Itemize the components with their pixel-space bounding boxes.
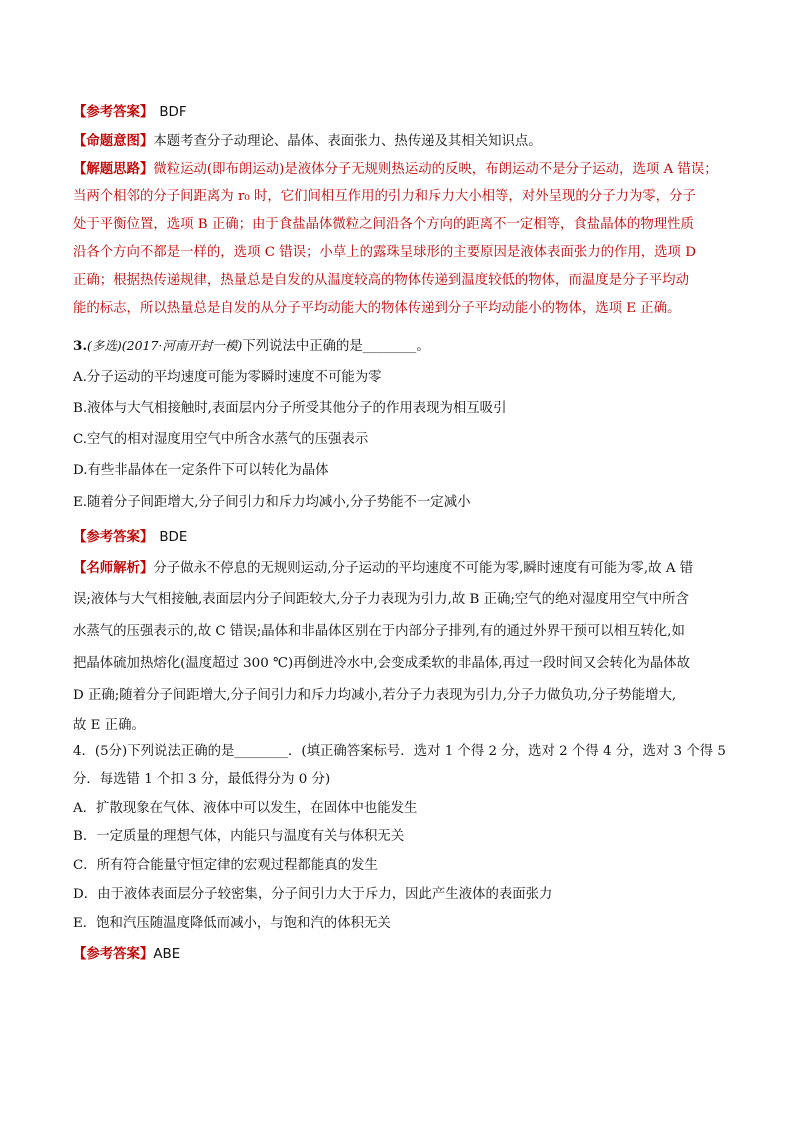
q3-analysis-label: 【名师解析】 (73, 560, 154, 576)
q3-answer-label: 【参考答案】 (73, 529, 154, 545)
q3-tag: (多选)(2017·河南开封一模) (86, 338, 243, 353)
q3-option-b: B.液体与大气相接触时,表面层内分子所受其他分子的作用表现为相互吸引 (73, 401, 507, 416)
q3-analysis-line-6: 故 E 正确。 (73, 718, 145, 733)
q2-idea-line-5: 正确；根据热传递规律，热量总是自发的从温度较高的物体传递到温度较低的物体，而温度是分子平均动 (73, 273, 689, 288)
q4-option-c: C．所有符合能量守恒定律的宏观过程都能真的发生 (73, 858, 378, 873)
q4-answer-label: 【参考答案】 (73, 946, 154, 962)
q4-option-e: E．饱和汽压随温度降低而减小，与饱和汽的体积无关 (73, 916, 391, 931)
q3-stem-text: 下列说法中正确的是________。 (242, 339, 430, 354)
q2-answer-label: 【参考答案】 (73, 104, 154, 120)
q3-answer-value: BDE (159, 530, 188, 545)
q3-option-d: D.有些非晶体在一定条件下可以转化为晶体 (73, 463, 329, 478)
q2-answer-line (73, 102, 187, 123)
q3-analysis-line-2: 误;液体与大气相接触,表面层内分子间距较大,分子力表现为引力,故 B 正确;空气的绝对湿度用空气中所含 (73, 592, 689, 607)
q3-answer-line (73, 527, 187, 548)
q2-intent-label: 【命题意图】 (73, 133, 154, 149)
q4-option-a: A．扩散现象在气体、液体中可以发生，在固体中也能发生 (73, 801, 418, 816)
q4-answer-line (73, 944, 180, 965)
q2-idea-line-2: 当两个相邻的分子间距离为 r₀ 时，它们间相互作用的引力和斥力大小相等，对外呈现的分子力为零，分子 (73, 189, 696, 204)
q2-idea-text-1: 微粒运动(即布朗运动)是液体分子无规则热运动的反映，布朗运动不是分子运动，选项 A 错误； (153, 162, 718, 177)
q2-answer-value: BDF (159, 105, 187, 120)
q4-stem-line-2: 分．每选错 1 个扣 3 分，最低得分为 0 分) (73, 772, 331, 787)
q2-idea-line-3: 处于平衡位置，选项 B 正确；由于食盐晶体微粒之间沿各个方向的距离不一定相等，食盐晶体的物理性质 (73, 217, 694, 232)
q3-option-a: A.分子运动的平均速度可能为零瞬时速度不可能为零 (73, 370, 382, 385)
q4-stem-line-1: 4．(5分)下列说法正确的是________．(填正确答案标号．选对 1 个得 2 分，选对 2 个得 4 分，选对 3 个得 5 (73, 744, 726, 759)
q2-intent-line (73, 131, 542, 152)
q3-analysis-line-1 (73, 558, 693, 579)
q2-intent-text: 本题考查分子动理论、晶体、表面张力、热传递及其相关知识点。 (153, 134, 542, 149)
q3-stem (73, 336, 430, 357)
q2-idea-label: 【解题思路】 (73, 161, 154, 177)
q3-option-e: E.随着分子间距增大,分子间引力和斥力均减小,分子势能不一定减小 (73, 495, 471, 510)
q3-analysis-line-3: 水蒸气的压强表示的,故 C 错误;晶体和非晶体区别在于内部分子排列,有的通过外界干预可以相互转化,如 (73, 624, 685, 639)
q2-idea-line-1 (73, 159, 718, 180)
q3-number: 3. (73, 338, 87, 354)
q3-option-c: C.空气的相对湿度用空气中所含水蒸气的压强表示 (73, 432, 369, 447)
q4-option-d: D．由于液体表面层分子较密集，分子间引力大于斥力，因此产生液体的表面张力 (73, 887, 553, 902)
q4-option-b: B．一定质量的理想气体，内能只与温度有关与体积无关 (73, 829, 405, 844)
q2-idea-line-6: 能的标志，所以热量总是自发的从分子平均动能大的物体传递到分子平均动能小的物体，选项 E 正确。 (73, 301, 681, 316)
q3-analysis-text-1: 分子做永不停息的无规则运动,分子运动的平均速度不可能为零,瞬时速度有可能为零,故 A 错 (153, 561, 694, 576)
q3-analysis-line-4: 把晶体硫加热熔化(温度超过 300 ℃)再倒进冷水中,会变成柔软的非晶体,再过一段时间又会转化为晶体故 (73, 656, 691, 671)
q3-analysis-line-5: D 正确;随着分子间距增大,分子间引力和斥力均减小,若分子力表现为引力,分子力做负功,分子势能增大, (73, 688, 677, 703)
q2-idea-line-4: 沿各个方向不都是一样的，选项 C 错误；小草上的露珠呈球形的主要原因是液体表面张力的作用，选项 D (73, 245, 696, 260)
q4-answer-value: ABE (153, 947, 181, 962)
